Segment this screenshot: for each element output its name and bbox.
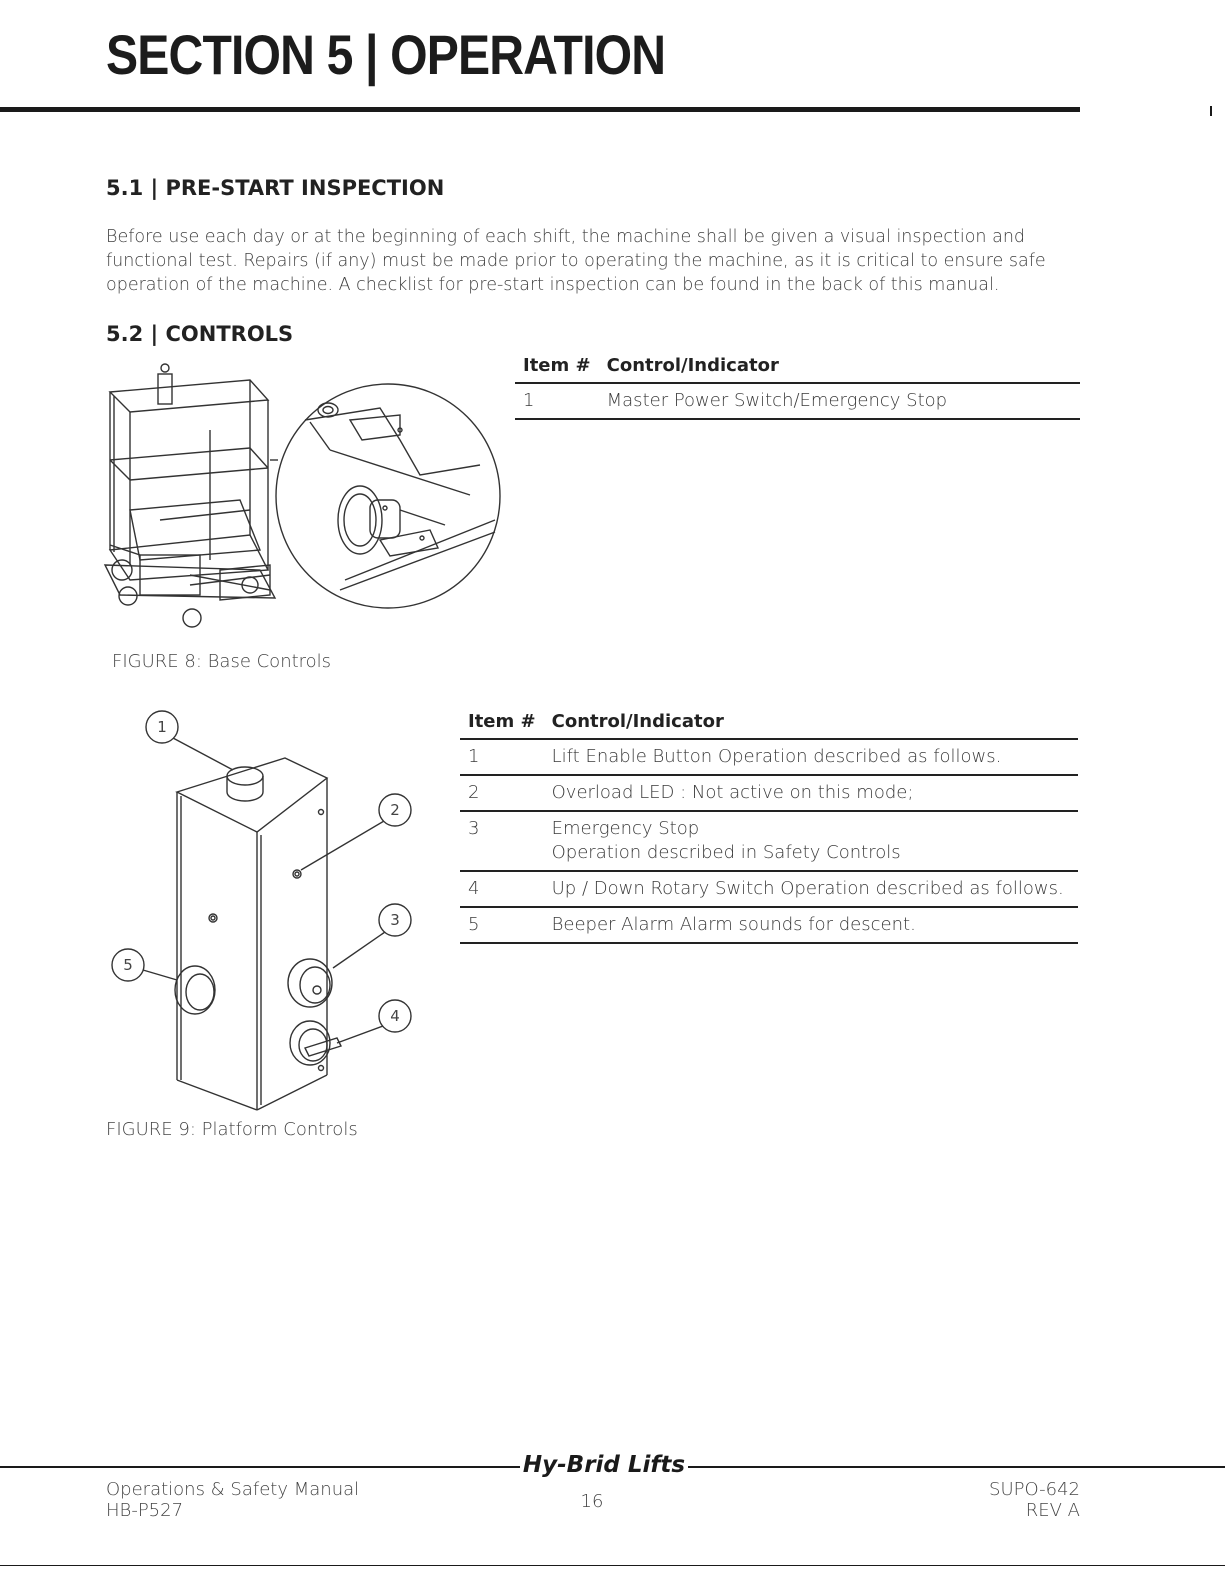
table-row (460, 739, 1078, 775)
heading-pre-start-inspection: 5.1 | PRE-START INSPECTION (106, 176, 445, 200)
hy-brid-lifts-logo: Hy-Brid Lifts (522, 1452, 686, 1478)
footer-revision: REV A (1025, 1500, 1080, 1521)
column-header-control: Control/Indicator (599, 349, 1080, 383)
footer-model: HB-P527 (106, 1500, 184, 1521)
figure-8-caption: FIGURE 8: Base Controls (112, 651, 332, 672)
figure-9-platform-controls-drawing (105, 700, 425, 1120)
table-row (460, 907, 1078, 943)
footer-rule-right (688, 1466, 1225, 1468)
item-number: 1 (460, 739, 544, 775)
footer-manual-title: Operations & Safety Manual (106, 1479, 360, 1500)
control-description: Up / Down Rotary Switch Operation described as follows. (544, 871, 1078, 907)
figure-8-base-controls-drawing (100, 360, 505, 635)
header-rule (0, 107, 1080, 112)
table-row (515, 383, 1080, 419)
table-row (460, 811, 1078, 871)
item-number: 5 (460, 907, 544, 943)
item-number: 1 (515, 383, 599, 419)
column-header-item: Item # (460, 705, 544, 739)
callout-1: 1 (157, 718, 167, 736)
edge-mark (1210, 106, 1212, 116)
table-row (460, 775, 1078, 811)
table-row (460, 871, 1078, 907)
control-description: Lift Enable Button Operation described as follows. (544, 739, 1078, 775)
base-controls-table (515, 349, 1080, 420)
control-description (544, 811, 1078, 871)
item-number: 2 (460, 775, 544, 811)
pre-start-paragraph: Before use each day or at the beginning of each shift, the machine shall be given a visual inspection and functional test. Repairs (if any) must be made prior to operating the machine, as it is critical to ensure safe operation of the machine. A checklist for pre-start inspection can be found in the back of this manual. (106, 227, 1046, 295)
platform-controls-table (460, 705, 1078, 944)
column-header-control: Control/Indicator (544, 705, 1078, 739)
figure-9-caption: FIGURE 9: Platform Controls (106, 1119, 358, 1140)
callout-3: 3 (390, 911, 400, 929)
footer-rule-left (0, 1466, 520, 1468)
table-header-row (515, 349, 1080, 383)
control-description: Overload LED : Not active on this mode; (544, 775, 1078, 811)
control-description: Master Power Switch/Emergency Stop (599, 383, 1080, 419)
section-title: SECTION 5 | OPERATION (106, 23, 666, 86)
footer-document-number: SUPO-642 (989, 1479, 1080, 1500)
callout-2: 2 (390, 801, 400, 819)
footer-manual-info (106, 1479, 359, 1521)
column-header-item: Item # (515, 349, 599, 383)
callout-4: 4 (390, 1007, 400, 1025)
footer-document-info (900, 1479, 1080, 1521)
control-note: Operation described in Safety Controls (551, 842, 901, 863)
callout-5: 5 (123, 956, 133, 974)
heading-controls: 5.2 | CONTROLS (106, 322, 294, 346)
table-header-row (460, 705, 1078, 739)
item-number: 4 (460, 871, 544, 907)
control-description: Beeper Alarm Alarm sounds for descent. (544, 907, 1078, 943)
item-number: 3 (460, 811, 544, 871)
control-name: Emergency Stop (551, 818, 700, 839)
page-number: 16 (580, 1491, 604, 1512)
bottom-rule (0, 1565, 1225, 1566)
